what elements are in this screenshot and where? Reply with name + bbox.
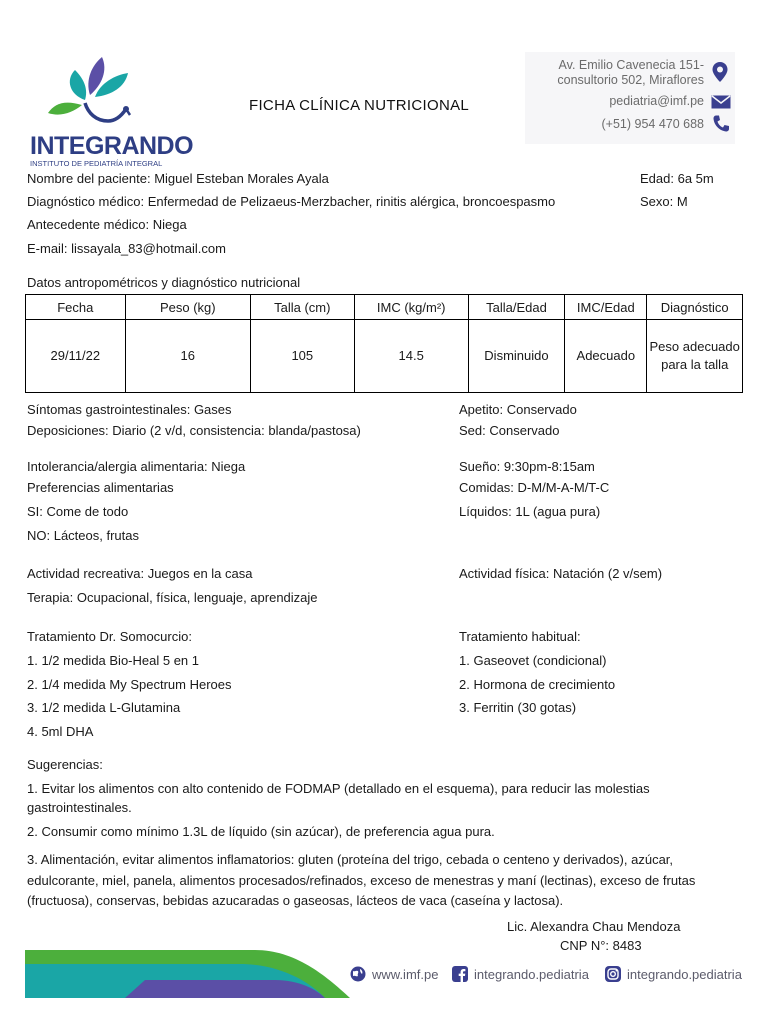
footer-instagram-label: integrando.pediatria bbox=[627, 966, 742, 982]
signature-name: Lic. Alexandra Chau Mendoza bbox=[507, 919, 681, 934]
stool-value: Diario (2 v/d, consistencia: blanda/pastosa) bbox=[112, 423, 361, 438]
therapy-row bbox=[27, 586, 318, 609]
instagram-icon bbox=[605, 966, 621, 982]
diagnosis-value: Enfermedad de Pelizaeus-Merzbacher, rinitis alérgica, broncoespasmo bbox=[147, 194, 556, 209]
age-value: 6a 5m bbox=[677, 171, 714, 186]
meals-value: D-M/M-A-M/T-C bbox=[517, 480, 610, 495]
table-header-cell: Fecha bbox=[26, 295, 126, 320]
physical-row bbox=[459, 562, 662, 585]
list-item: 2. 1/4 medida My Spectrum Heroes bbox=[27, 677, 232, 692]
history-value: Niega bbox=[152, 217, 187, 232]
stool-label: Deposiciones: bbox=[27, 423, 109, 438]
footer-instagram[interactable] bbox=[605, 966, 742, 982]
table-header-row bbox=[26, 295, 743, 320]
stool-row bbox=[27, 419, 361, 442]
thirst-value: Conservado bbox=[489, 423, 560, 438]
table-header-cell: Diagnóstico bbox=[647, 295, 743, 320]
treatment-dr-title: Tratamiento Dr. Somocurcio: bbox=[27, 629, 192, 644]
physical-value: Natación (2 v/sem) bbox=[552, 566, 663, 581]
appetite-label: Apetito: bbox=[459, 402, 504, 417]
footer-web[interactable] bbox=[350, 966, 438, 982]
logo-leaves-icon bbox=[30, 55, 165, 130]
therapy-label: Terapia: bbox=[27, 590, 74, 605]
suggestions-title: Sugerencias: bbox=[27, 757, 103, 772]
intolerance-value: Niega bbox=[211, 459, 246, 474]
table-cell: 29/11/22 bbox=[26, 320, 126, 393]
meals-row bbox=[459, 476, 609, 499]
table-cell: 16 bbox=[125, 320, 250, 393]
age-row bbox=[640, 167, 714, 190]
address-line-1: Av. Emilio Cavenecia 151- bbox=[558, 58, 704, 72]
diagnosis-row bbox=[27, 190, 555, 213]
table-header-cell: IMC/Edad bbox=[565, 295, 647, 320]
liquids-value: 1L (agua pura) bbox=[515, 504, 601, 519]
list-item: 3. Ferritin (30 gotas) bbox=[459, 700, 577, 715]
anthro-title: Datos antropométricos y diagnóstico nutricional bbox=[27, 275, 301, 290]
table-header-cell: Talla/Edad bbox=[468, 295, 565, 320]
contact-phone[interactable]: (+51) 954 470 688 bbox=[601, 117, 704, 131]
sex-value: M bbox=[676, 194, 688, 209]
list-item: 3. 1/2 medida L-Glutamina bbox=[27, 700, 181, 715]
appetite-row bbox=[459, 398, 577, 421]
list-item: 4. 5ml DHA bbox=[27, 724, 94, 739]
footer-facebook-label: integrando.pediatria bbox=[474, 966, 589, 982]
thirst-row bbox=[459, 419, 559, 442]
logo bbox=[30, 55, 194, 168]
footer-wave bbox=[25, 950, 355, 998]
gi-value: Gases bbox=[193, 402, 232, 417]
globe-icon bbox=[350, 966, 366, 982]
footer-facebook[interactable] bbox=[452, 966, 589, 982]
patient-email: lissayala_83@hotmail.com bbox=[71, 241, 226, 256]
treatment-usual-title: Tratamiento habitual: bbox=[459, 629, 581, 644]
sleep-label: Sueño: bbox=[459, 459, 501, 474]
location-pin-icon bbox=[712, 62, 728, 82]
email-row bbox=[27, 237, 226, 260]
patient-name: Miguel Esteban Morales Ayala bbox=[154, 171, 329, 186]
gi-label: Síntomas gastrointestinales: bbox=[27, 402, 191, 417]
sleep-row bbox=[459, 455, 595, 478]
address-line-2: consultorio 502, Miraflores bbox=[557, 73, 704, 87]
logo-subtitle: INSTITUTO DE PEDIATRÍA INTEGRAL bbox=[30, 159, 163, 168]
gi-row bbox=[27, 398, 232, 421]
email-label: E-mail: bbox=[27, 241, 68, 256]
table-cell: 14.5 bbox=[354, 320, 468, 393]
preferences-yes: SI: Come de todo bbox=[27, 504, 129, 519]
physical-label: Actividad física: bbox=[459, 566, 550, 581]
list-item: 2. Hormona de crecimiento bbox=[459, 677, 616, 692]
liquids-label: Líquidos: bbox=[459, 504, 512, 519]
list-item: 1. Gaseovet (condicional) bbox=[459, 653, 607, 668]
history-row bbox=[27, 213, 187, 236]
table-header-cell: IMC (kg/m²) bbox=[354, 295, 468, 320]
phone-icon bbox=[713, 115, 729, 132]
suggestion-item: 1. Evitar los alimentos con alto contenido de FODMAP (detallado en el esquema), para reducir las molestias gastrointestinales. bbox=[27, 781, 650, 815]
history-label: Antecedente médico: bbox=[27, 217, 150, 232]
patient-name-row bbox=[27, 167, 329, 190]
table-cell: Disminuido bbox=[468, 320, 565, 393]
anthro-table-wrapper bbox=[25, 294, 743, 393]
list-item: 1. 1/2 medida Bio-Heal 5 en 1 bbox=[27, 653, 199, 668]
intolerance-row bbox=[27, 455, 245, 478]
diagnosis-label: Diagnóstico médico: bbox=[27, 194, 145, 209]
recreation-value: Juegos en la casa bbox=[147, 566, 253, 581]
page-title: FICHA CLÍNICA NUTRICIONAL bbox=[249, 97, 470, 114]
preferences-no: NO: Lácteos, frutas bbox=[27, 528, 139, 543]
contact-email[interactable]: pediatria@imf.pe bbox=[609, 94, 704, 108]
table-header-cell: Peso (kg) bbox=[125, 295, 250, 320]
liquids-row bbox=[459, 500, 600, 523]
sex-row bbox=[640, 190, 688, 213]
age-label: Edad: bbox=[640, 171, 674, 186]
intolerance-label: Intolerancia/alergia alimentaria: bbox=[27, 459, 208, 474]
address bbox=[557, 58, 704, 88]
therapy-value: Ocupacional, física, lenguaje, aprendizaje bbox=[76, 590, 318, 605]
footer-web-label: www.imf.pe bbox=[372, 966, 439, 982]
sex-label: Sexo: bbox=[640, 194, 674, 209]
preferences-label: Preferencias alimentarias bbox=[27, 480, 174, 495]
table-cell: Peso adecuado para la talla bbox=[647, 320, 743, 393]
signature-cnp: CNP N°: 8483 bbox=[560, 938, 642, 953]
recreation-label: Actividad recreativa: bbox=[27, 566, 145, 581]
table-cell: 105 bbox=[250, 320, 354, 393]
thirst-label: Sed: bbox=[459, 423, 486, 438]
table-row bbox=[26, 320, 743, 393]
recreation-row bbox=[27, 562, 252, 585]
logo-name: INTEGRANDO bbox=[30, 132, 194, 160]
anthro-table bbox=[25, 294, 743, 393]
table-cell: Adecuado bbox=[565, 320, 647, 393]
appetite-value: Conservado bbox=[506, 402, 577, 417]
sleep-value: 9:30pm-8:15am bbox=[503, 459, 595, 474]
mail-icon bbox=[711, 95, 731, 109]
suggestion-item: 2. Consumir como mínimo 1.3L de líquido (sin azúcar), de preferencia agua pura. bbox=[27, 824, 495, 839]
meals-label: Comidas: bbox=[459, 480, 514, 495]
patient-name-label: Nombre del paciente: bbox=[27, 171, 151, 186]
facebook-icon bbox=[452, 966, 468, 982]
table-header-cell: Talla (cm) bbox=[250, 295, 354, 320]
suggestion-item: 3. Alimentación, evitar alimentos inflamatorios: gluten (proteína del trigo, cebada o centeno y derivados), azúcar, edulcorante, miel, panela, alimentos procesados/refinados, exceso de menestras y maní (lectinas), exceso de frutas (fructuosa), conservas, bebidas azucaradas o gaseosas, lácteos de vaca (caseína y lactosa). bbox=[27, 852, 696, 908]
